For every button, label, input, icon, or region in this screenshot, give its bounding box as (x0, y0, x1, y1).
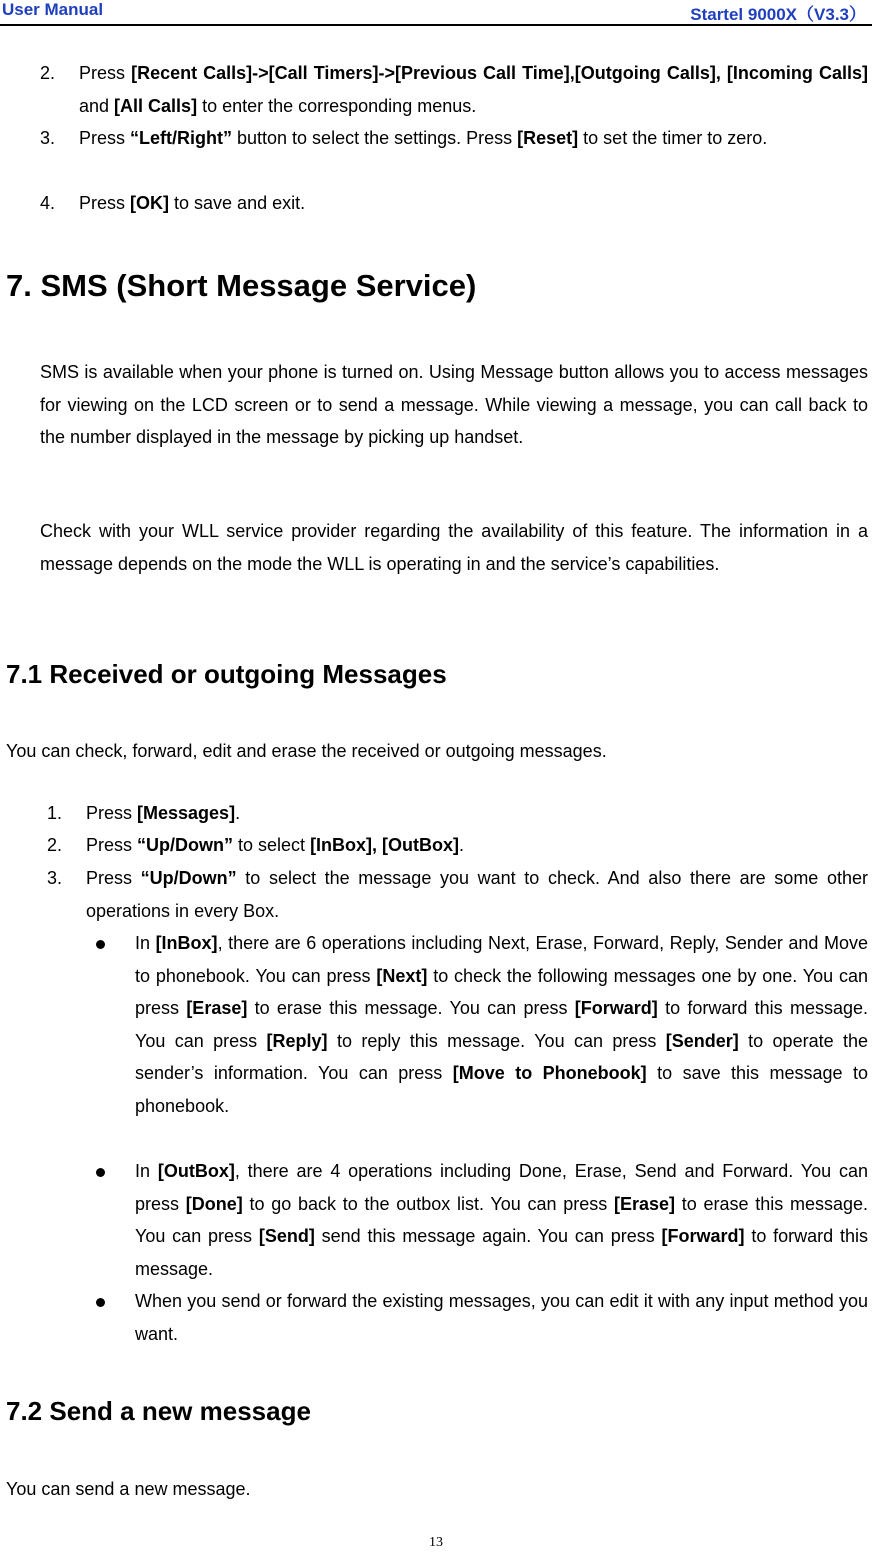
text-run: In (135, 1161, 158, 1181)
paragraph: Check with your WLL service provider regarding the availability of this feature. The information in a message depends on the mode the WLL is operating in and the service’s capabilities. (40, 521, 868, 574)
subsection-heading: 7.2 Send a new message (6, 1396, 311, 1426)
header-title: User Manual (2, 0, 104, 19)
bullet-icon (96, 940, 105, 949)
text-run: to save this message to phonebook. (135, 1063, 868, 1116)
list-number: 2. (40, 63, 56, 83)
text-run-bold: [Erase] (186, 998, 248, 1018)
text-run-bold: “Up/Down” (137, 835, 234, 855)
text-run-bold: [Next] (376, 965, 428, 986)
bullet-text (135, 927, 868, 1122)
text-run-bold: [Reply] (266, 1030, 328, 1051)
page-header (0, 0, 872, 26)
paragraph: You can check, forward, edit and erase the received or outgoing messages. (6, 741, 607, 761)
text-run-bold: [Erase] (613, 1193, 675, 1214)
text-run: to go back to the outbox list. You can press (242, 1193, 614, 1214)
text-run: Press (86, 803, 138, 823)
bullet-text (135, 1155, 868, 1285)
list-number: 2. (47, 835, 63, 855)
text-run-bold: [InBox], [OutBox] (310, 835, 460, 855)
text-run: to operate the sender’s information. You can press (135, 1030, 868, 1083)
paragraph: SMS is available when your phone is turned on. Using Message button allows you to access messages for viewing on the LCD screen or to send a message. While viewing a message, you can call back to the number displayed in the message by picking up handset. (40, 362, 868, 447)
text-run: Press (79, 128, 131, 148)
text-run: to select (233, 835, 311, 855)
text-run-bold: [Forward] (574, 998, 658, 1018)
text-run-bold: [OutBox] (157, 1161, 235, 1181)
section-heading: 7. SMS (Short Message Service) (6, 268, 477, 303)
text-run: to set the timer to zero. (578, 128, 768, 148)
text-run: to select the message you want to check. And also there are some other operations in every Box. (86, 868, 868, 921)
text-run: . (459, 835, 465, 855)
list-number: 4. (40, 193, 56, 213)
text-run-bold: [Send] (258, 1226, 315, 1246)
text-run: to forward this message. You can press (135, 998, 868, 1051)
text-run-bold: “Left/Right” (130, 128, 232, 148)
text-run-bold: [Reset] (517, 128, 579, 148)
bullet-icon (96, 1168, 105, 1177)
text-run: . (235, 803, 241, 823)
text-run: , there are 6 operations including Next, Erase, Forward, Reply, Sender and Move to phonebook. You can press (135, 933, 868, 986)
text-run: to erase this message. You can press (247, 998, 575, 1018)
text-run: button to select the settings. Press (232, 128, 518, 148)
text-run-bold: [Move to Phonebook] (452, 1063, 647, 1083)
text-run-bold: [All Calls] (114, 95, 198, 116)
text-run: Press (79, 193, 131, 213)
text-run-bold: [Messages] (137, 803, 236, 823)
list-number: 3. (47, 868, 63, 888)
text-run: to check the following messages one by one. You can press (135, 965, 868, 1018)
list-text (86, 797, 868, 830)
text-run-bold: [OK] (130, 193, 170, 213)
page-number: 13 (429, 1535, 443, 1550)
text-run-bold: [Recent Calls]->[Call Timers]->[Previous Call Time],[Outgoing Calls], [Incoming Calls] (131, 63, 868, 83)
text-run: to save and exit. (169, 193, 306, 213)
text-run: and (79, 95, 115, 116)
list-text (79, 57, 868, 122)
text-run: In (135, 933, 156, 953)
text-run-bold: [InBox] (155, 933, 218, 953)
text-run-bold: [Forward] (661, 1226, 745, 1246)
header-product: Startel 9000X（V3.3） (690, 5, 866, 24)
list-text (86, 829, 868, 862)
text-run: When you send or forward the existing messages, you can edit it with any input method you want. (135, 1291, 868, 1344)
text-run-bold: “Up/Down” (140, 868, 237, 888)
subsection-heading: 7.1 Received or outgoing Messages (6, 659, 447, 689)
text-run: to enter the corresponding menus. (197, 95, 477, 116)
text-run: Press (86, 835, 138, 855)
text-run: to reply this message. You can press (327, 1030, 666, 1051)
list-text (86, 862, 868, 927)
text-run: to erase this message. You can press (135, 1193, 868, 1246)
text-run: to forward this message. (135, 1226, 869, 1279)
text-run: send this message again. You can press (314, 1226, 662, 1246)
text-run-bold: [Done] (185, 1193, 243, 1214)
bullet-text (135, 1285, 868, 1350)
list-number: 1. (47, 803, 63, 823)
text-run-bold: [Sender] (665, 1030, 739, 1051)
list-text (79, 122, 868, 155)
text-run: Press (86, 868, 141, 888)
text-run: , there are 4 operations including Done, Erase, Send and Forward. You can press (135, 1161, 869, 1214)
text-run: Press (79, 63, 132, 83)
paragraph: You can send a new message. (6, 1479, 251, 1499)
list-number: 3. (40, 128, 56, 148)
bullet-icon (96, 1298, 105, 1307)
list-text (79, 187, 868, 220)
